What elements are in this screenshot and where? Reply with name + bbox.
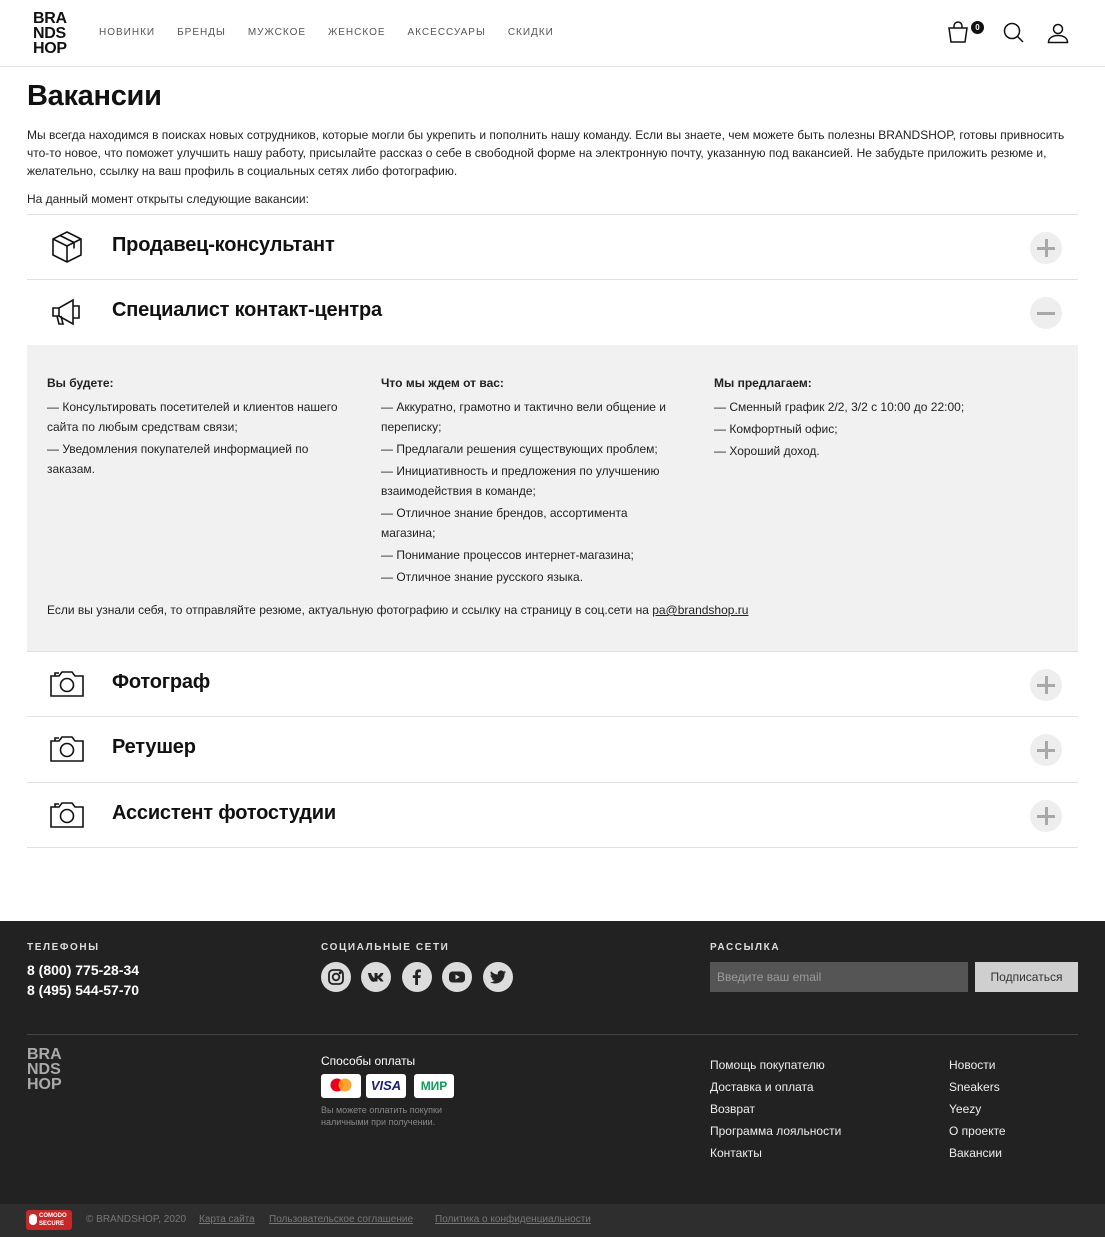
- list-item: — Инициативность и предложения по улучшению взаимодействия в команде;: [381, 464, 660, 498]
- column-heading: Мы предлагаем:: [714, 376, 812, 390]
- youtube-icon: [448, 968, 466, 986]
- visa-icon: VISA: [366, 1074, 406, 1098]
- vacancy-title: Фотограф: [112, 671, 211, 693]
- vacancy-title: Ассистент фотостудии: [112, 802, 336, 824]
- footer-link-help[interactable]: Помощь покупателю: [710, 1058, 825, 1072]
- vacancy-details: [27, 345, 1078, 652]
- site-header: [0, 0, 1105, 67]
- footer-link-contacts[interactable]: Контакты: [710, 1146, 762, 1160]
- nav-item-brands[interactable]: БРЕНДЫ: [177, 27, 226, 38]
- footer-link-yeezy[interactable]: Yeezy: [949, 1102, 982, 1116]
- user-icon: [1047, 22, 1069, 44]
- nav-item-new[interactable]: НОВИНКИ: [99, 27, 156, 38]
- nav-item-women[interactable]: ЖЕНСКОЕ: [328, 27, 386, 38]
- twitter-button[interactable]: [483, 962, 513, 992]
- divider: [27, 847, 1078, 848]
- column-heading: Вы будете:: [47, 376, 114, 390]
- footer-link-vacancies[interactable]: Вакансии: [949, 1146, 1002, 1160]
- list-item: — Аккуратно, грамотно и тактично вели общение и переписку;: [381, 400, 666, 434]
- sitemap-link[interactable]: Карта сайта: [199, 1214, 255, 1225]
- details-column-offer: [714, 373, 1014, 463]
- collapse-icon[interactable]: [1030, 297, 1062, 329]
- comodo-secure-badge[interactable]: COMODO SECURE: [26, 1210, 72, 1230]
- camera-icon: [49, 797, 85, 833]
- vacancy-item: [27, 214, 1078, 280]
- vacancy-header[interactable]: [27, 717, 1078, 782]
- vacancy-header[interactable]: [27, 215, 1078, 280]
- facebook-button[interactable]: [402, 962, 432, 992]
- megaphone-icon: [49, 294, 85, 330]
- site-footer: [0, 921, 1105, 1237]
- camera-icon: [49, 666, 85, 702]
- account-button[interactable]: [1047, 22, 1073, 48]
- cart-count-badge: 0: [971, 21, 984, 34]
- main-nav: [99, 27, 576, 38]
- copyright: © BRANDSHOP, 2020: [86, 1214, 187, 1225]
- search-button[interactable]: [1003, 22, 1029, 48]
- contact-text: Если вы узнали себя, то отправляйте резюме, актуальную фотографию и ссылку на страницу в соц.сети на: [47, 603, 653, 617]
- list-item: — Предлагали решения существующих проблем;: [381, 442, 658, 456]
- mir-icon: МИР: [414, 1074, 454, 1098]
- expand-icon[interactable]: [1030, 669, 1062, 701]
- subscribe-button[interactable]: Подписаться: [975, 962, 1078, 992]
- user-agreement-link[interactable]: Пользовательское соглашение: [269, 1214, 414, 1225]
- payment-title: Способы оплаты: [321, 1054, 416, 1068]
- list-item: — Понимание процессов интернет-магазина;: [381, 548, 634, 562]
- social-label: СОЦИАЛЬНЫЕ СЕТИ: [321, 942, 450, 953]
- details-column-duties: [47, 373, 347, 481]
- vk-icon: [367, 968, 385, 986]
- nav-item-men[interactable]: МУЖСКОЕ: [247, 27, 307, 38]
- footer-logo[interactable]: BRA NDS HOP: [27, 1046, 62, 1093]
- footer-link-returns[interactable]: Возврат: [710, 1102, 755, 1116]
- nav-item-accessories[interactable]: АКСЕССУАРЫ: [407, 27, 486, 38]
- list-item: — Уведомления покупателей информацией по заказам.: [47, 442, 309, 476]
- vacancy-title: Специалист контакт-центра: [112, 299, 382, 321]
- footer-link-news[interactable]: Новости: [949, 1058, 996, 1072]
- list-item: — Сменный график 2/2, 3/2 с 10:00 до 22:00;: [714, 400, 965, 414]
- list-item: — Отличное знание русского языка.: [381, 570, 584, 584]
- footer-link-loyalty[interactable]: Программа лояльности: [710, 1124, 842, 1138]
- footer-link-sneakers[interactable]: Sneakers: [949, 1080, 1000, 1094]
- list-item: — Комфортный офис;: [714, 422, 838, 436]
- camera-icon: [49, 731, 85, 767]
- nav-item-sale[interactable]: СКИДКИ: [507, 27, 554, 38]
- footer-link-delivery[interactable]: Доставка и оплата: [710, 1080, 814, 1094]
- facebook-icon: [408, 968, 426, 986]
- payment-note: Вы можете оплатить покупки наличными при получении.: [321, 1105, 442, 1127]
- vacancies-intro: На данный момент открыты следующие вакансии:: [27, 192, 309, 206]
- vacancy-item: [27, 716, 1078, 782]
- details-column-requirements: [381, 373, 681, 589]
- phone-link[interactable]: 8 (495) 544-57-70: [27, 982, 140, 998]
- page-title: Вакансии: [27, 80, 162, 112]
- vacancy-item: [27, 782, 1078, 848]
- contact-email-link[interactable]: pa@brandshop.ru: [652, 603, 749, 617]
- footer-link-about[interactable]: О проекте: [949, 1124, 1006, 1138]
- instagram-icon: [327, 968, 345, 986]
- intro-text: Мы всегда находимся в поисках новых сотрудников, которые могли бы укрепить и пополнить нашу команду. Если вы знаете, чем можете быть полезны BRANDSHOP, готовы привносить что-то новое, что поможет улучшить нашу работу, присылайте рассказ о себе в свободной форме на электронную почту, указанную под вакансией. Не забудьте приложить резюме и, желательно, ссылку на ваш профиль в социальных сетях либо фотографию.: [27, 128, 1065, 178]
- box-icon: [49, 229, 85, 265]
- search-icon: [1003, 22, 1025, 44]
- list-item: — Консультировать посетителей и клиентов нашего сайта по любым средствам связи;: [47, 400, 338, 434]
- list-item: — Хороший доход.: [714, 444, 820, 458]
- privacy-policy-link[interactable]: Политика о конфиденциальности: [435, 1214, 591, 1225]
- twitter-icon: [489, 968, 507, 986]
- expand-icon[interactable]: [1030, 232, 1062, 264]
- mastercard-icon: [321, 1074, 361, 1098]
- brandshop-logo[interactable]: BRA NDS HOP: [33, 10, 67, 57]
- vacancy-header[interactable]: [27, 652, 1078, 717]
- newsletter-label: РАССЫЛКА: [710, 942, 781, 953]
- expand-icon[interactable]: [1030, 800, 1062, 832]
- contact-line: [47, 603, 748, 617]
- column-heading: Что мы ждем от вас:: [381, 376, 504, 390]
- phone-link[interactable]: 8 (800) 775-28-34: [27, 962, 140, 978]
- vacancy-item: [27, 279, 1078, 652]
- expand-icon[interactable]: [1030, 734, 1062, 766]
- vacancy-header[interactable]: [27, 783, 1078, 848]
- cart-button[interactable]: [946, 20, 980, 46]
- vacancy-item: [27, 651, 1078, 717]
- phones-label: ТЕЛЕФОНЫ: [27, 942, 100, 953]
- vacancy-title: Продавец-консультант: [112, 234, 335, 256]
- list-item: — Отличное знание брендов, ассортимента магазина;: [381, 506, 628, 540]
- footer-divider: [27, 1034, 1078, 1035]
- youtube-button[interactable]: [442, 962, 472, 992]
- vacancy-title: Ретушер: [112, 736, 196, 758]
- vacancy-header[interactable]: [27, 280, 1078, 345]
- bag-icon: [946, 20, 970, 44]
- vk-button[interactable]: [361, 962, 391, 992]
- footer-bottom-bar: [0, 1204, 1105, 1237]
- newsletter-email-input[interactable]: [710, 962, 968, 992]
- instagram-button[interactable]: [321, 962, 351, 992]
